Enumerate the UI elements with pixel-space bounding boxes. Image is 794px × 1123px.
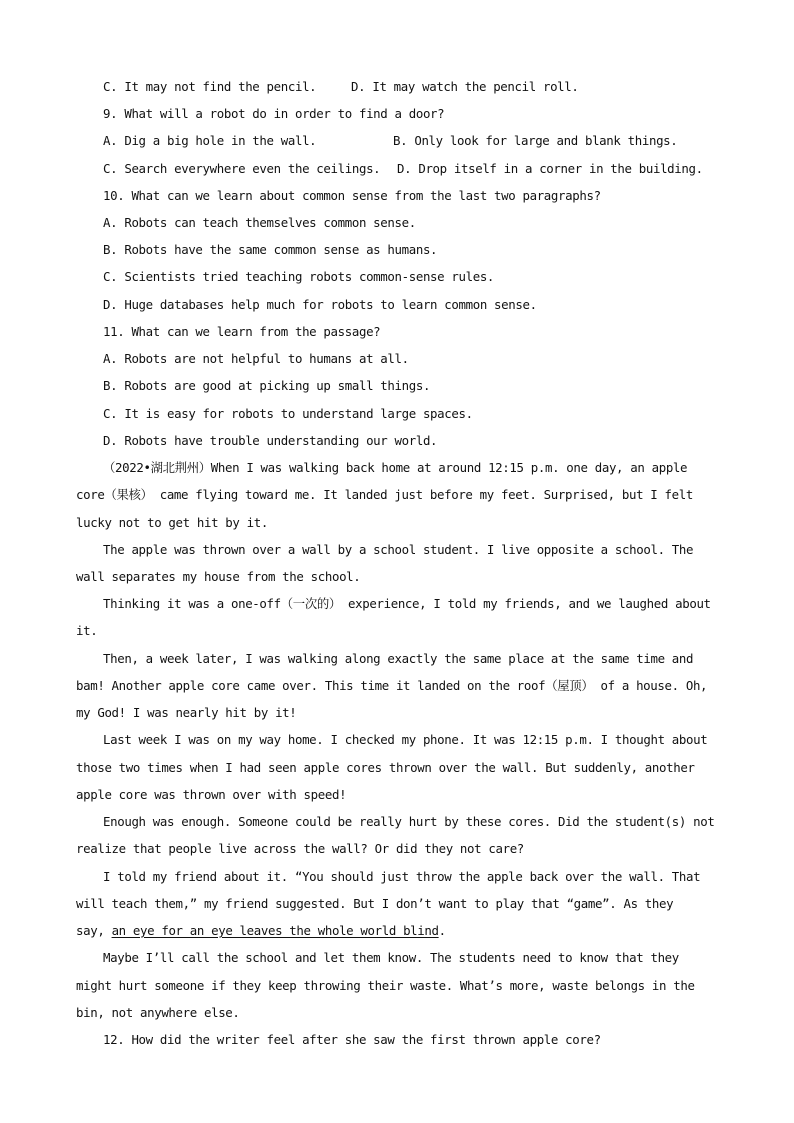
passage-p1-line2: core（果核） came flying toward me. It landed just before my feet. Surprised, but I felt bbox=[76, 487, 693, 502]
q11-option-d: D. Robots have trouble understanding our world. bbox=[103, 433, 438, 448]
passage-p7-line1: I told my friend about it. “You should just throw the apple back over the wall. That bbox=[103, 869, 701, 884]
passage-p2-line1: The apple was thrown over a wall by a school student. I live opposite a school. The bbox=[103, 542, 694, 557]
passage-p2-line2: wall separates my house from the school. bbox=[76, 569, 361, 584]
passage-p4-line2: bam! Another apple core came over. This time it landed on the roof（屋顶） of a house. Oh, bbox=[76, 678, 708, 693]
passage-p7-line3 bbox=[76, 923, 446, 939]
passage-p5-line3: apple core was thrown over with speed! bbox=[76, 787, 347, 802]
q9-option-d: D. Drop itself in a corner in the building. bbox=[397, 161, 703, 176]
idiom-underlined: an eye for an eye leaves the whole world blind bbox=[111, 923, 439, 938]
passage-p6-line2: realize that people live across the wall? Or did they not care? bbox=[76, 841, 524, 856]
passage-p7-line2: will teach them,” my friend suggested. But I don’t want to play that “game”. As they bbox=[76, 896, 674, 911]
q10-option-a: A. Robots can teach themselves common sense. bbox=[103, 215, 416, 230]
p7-suffix: . bbox=[438, 923, 446, 938]
q12-question: 12. How did the writer feel after she saw the first thrown apple core? bbox=[103, 1032, 601, 1047]
q11-option-b: B. Robots are good at picking up small things. bbox=[103, 378, 431, 393]
q11-question: 11. What can we learn from the passage? bbox=[103, 324, 381, 339]
q9-option-a: A. Dig a big hole in the wall. bbox=[103, 133, 317, 148]
q10-question: 10. What can we learn about common sense from the last two paragraphs? bbox=[103, 188, 601, 203]
p7-prefix: say, bbox=[76, 923, 112, 938]
q9-option-c: C. Search everywhere even the ceilings. bbox=[103, 161, 381, 176]
q10-option-d: D. Huge databases help much for robots to learn common sense. bbox=[103, 297, 537, 312]
passage-p4-line3: my God! I was nearly hit by it! bbox=[76, 705, 297, 720]
passage-p5-line1: Last week I was on my way home. I checked my phone. It was 12:15 p.m. I thought about bbox=[103, 732, 708, 747]
q11-option-c: C. It is easy for robots to understand large spaces. bbox=[103, 406, 473, 421]
passage-p8-line2: might hurt someone if they keep throwing their waste. What’s more, waste belongs in the bbox=[76, 978, 695, 993]
passage-p8-line3: bin, not anywhere else. bbox=[76, 1005, 240, 1020]
q11-option-a: A. Robots are not helpful to humans at all. bbox=[103, 351, 409, 366]
q10-option-b: B. Robots have the same common sense as humans. bbox=[103, 242, 438, 257]
q8-option-c: C. It may not find the pencil. bbox=[103, 79, 317, 94]
q10-option-c: C. Scientists tried teaching robots common-sense rules. bbox=[103, 269, 495, 284]
passage-p1-line1: （2022•湖北荆州）When I was walking back home at around 12:15 p.m. one day, an apple bbox=[103, 460, 688, 475]
passage-p5-line2: those two times when I had seen apple cores thrown over the wall. But suddenly, another bbox=[76, 760, 695, 775]
passage-p3-line2: it. bbox=[76, 623, 98, 638]
q9-question: 9. What will a robot do in order to find a door? bbox=[103, 106, 445, 121]
q8-option-d: D. It may watch the pencil roll. bbox=[351, 79, 579, 94]
q9-option-b: B. Only look for large and blank things. bbox=[393, 133, 678, 148]
passage-p4-line1: Then, a week later, I was walking along exactly the same place at the same time and bbox=[103, 651, 694, 666]
passage-p6-line1: Enough was enough. Someone could be really hurt by these cores. Did the student(s) not bbox=[103, 814, 715, 829]
passage-p8-line1: Maybe I’ll call the school and let them know. The students need to know that they bbox=[103, 950, 679, 965]
passage-p1-line3: lucky not to get hit by it. bbox=[76, 515, 268, 530]
passage-p3-line1: Thinking it was a one-off（一次的） experience, I told my friends, and we laughed about bbox=[103, 596, 711, 611]
